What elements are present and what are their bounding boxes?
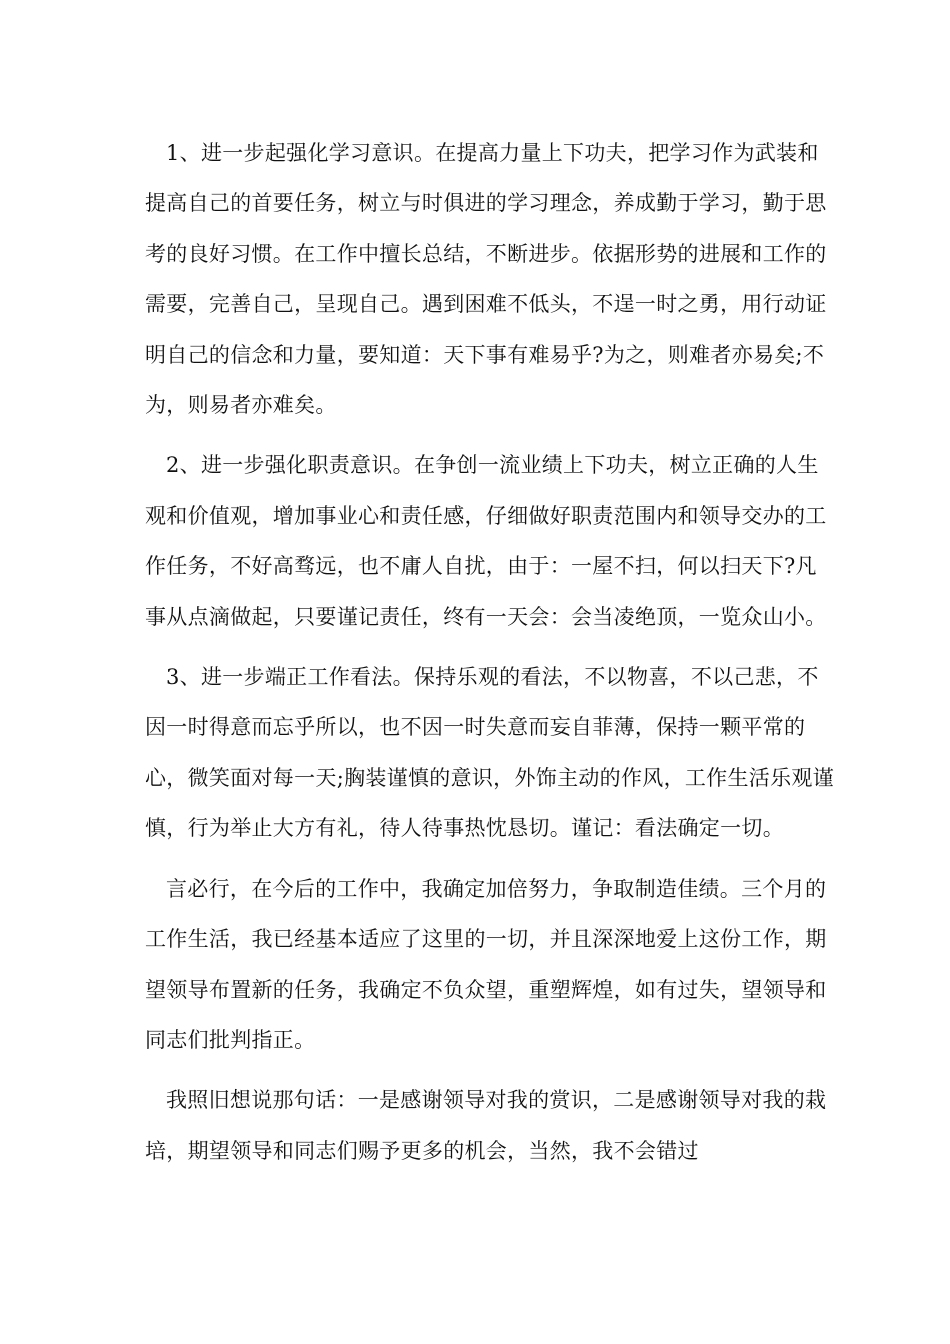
paragraph-1: 1、进一步起强化学习意识。在提高力量上下功夫，把学习作为武装和提高自己的首要任务，树立与时俱进的学习理念，养成勤于学习，勤于思考的良好习惯。在工作中擅长总结，不断进步。依据形势的进展和工作的需要，完善自己，呈现自己。遇到困难不低头，不逞一时之勇，用行动证明自己的信念和力量，要知道：天下事有难易乎?为之，则难者亦易矣;不为，则易者亦难矣。 [145,141,827,418]
document-body [145,128,835,1186]
paragraph-2: 2、进一步强化职责意识。在争创一流业绩上下功夫，树立正确的人生观和价值观，增加事业心和责任感，仔细做好职责范围内和领导交办的工作任务，不好高骛远，也不庸人自扰，由于：一屋不扫，何以扫天下?凡事从点滴做起，只要谨记责任，终有一天会：会当凌绝顶，一览众山小。 [145,453,827,629]
paragraph-5: 我照旧想说那句话：一是感谢领导对我的赏识，二是感谢领导对我的栽培，期望领导和同志们赐予更多的机会，当然，我不会错过 [145,1088,827,1163]
paragraph-4: 言必行，在今后的工作中，我确定加倍努力，争取制造佳绩。三个月的工作生活，我已经基本适应了这里的一切，并且深深地爱上这份工作，期望领导布置新的任务，我确定不负众望，重塑辉煌，如有过失，望领导和同志们批判指正。 [145,876,827,1052]
paragraph-3: 3、进一步端正工作看法。保持乐观的看法，不以物喜，不以己悲，不因一时得意而忘乎所以，也不因一时失意而妄自菲薄，保持一颗平常的心，微笑面对每一天;胸装谨慎的意识，外饰主动的作风，工作生活乐观谨慎，行为举止大方有礼，待人待事热忱恳切。谨记：看法确定一切。 [145,665,834,841]
